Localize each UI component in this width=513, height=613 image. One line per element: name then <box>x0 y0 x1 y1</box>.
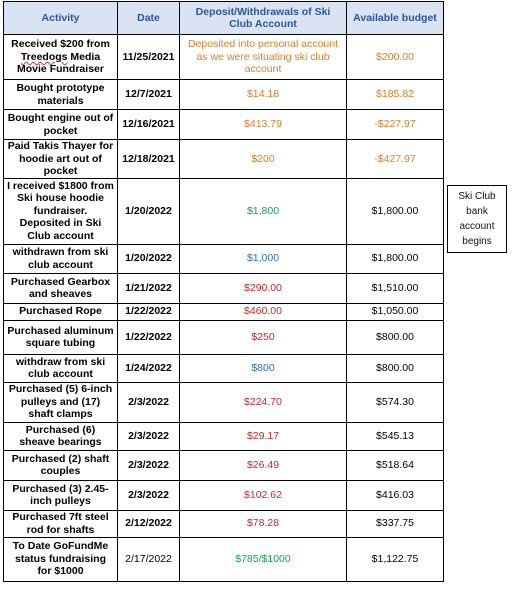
table-row <box>4 320 444 354</box>
table-row <box>4 537 444 581</box>
activity-cell: To Date GoFundMe status fundraising for $1000 <box>4 537 118 581</box>
table-row <box>4 273 444 303</box>
activity-cell: Purchased (3) 2.45-inch pulleys <box>4 480 118 510</box>
activity-cell: withdrawn from ski club account <box>4 244 118 273</box>
budget-cell: $337.75 <box>347 510 444 537</box>
deposit-cell: $413.79 <box>180 110 347 140</box>
budget-cell: $416.03 <box>347 480 444 510</box>
date-cell: 1/22/2022 <box>118 320 180 354</box>
deposit-cell: $1,800 <box>180 178 347 244</box>
activity-cell: Purchased 7ft steel rod for shafts <box>4 510 118 537</box>
date-cell: 2/3/2022 <box>118 450 180 480</box>
table-row <box>4 80 444 110</box>
budget-cell: $1,800.00 <box>347 244 444 273</box>
date-cell: 11/25/2021 <box>118 35 180 80</box>
budget-cell: $1,122.75 <box>347 537 444 581</box>
deposit-cell: $14.18 <box>180 80 347 110</box>
deposit-cell: $29.17 <box>180 422 347 450</box>
table-row <box>4 480 444 510</box>
budget-cell: $518.64 <box>347 450 444 480</box>
budget-cell: $1,510.00 <box>347 273 444 303</box>
header-date: Date <box>118 2 180 35</box>
table-row <box>4 35 444 80</box>
activity-cell: Paid Takis Thayer for hoodie art out of pocket <box>4 140 118 179</box>
budget-cell: $200.00 <box>347 35 444 80</box>
header-row <box>4 2 444 35</box>
side-note: Ski Club bank account begins <box>447 185 507 253</box>
budget-cell: -$227.97 <box>347 110 444 140</box>
activity-cell: Purchased Rope <box>4 303 118 320</box>
date-cell: 1/24/2022 <box>118 354 180 382</box>
table-row <box>4 510 444 537</box>
activity-cell: Purchased (5) 6-inch pulleys and (17) shaft clamps <box>4 382 118 422</box>
table-row <box>4 382 444 422</box>
header-budget: Available budget <box>347 2 444 35</box>
deposit-cell: $785/$1000 <box>180 537 347 581</box>
activity-cell: I received $1800 from Ski house hoodie fundraiser. Deposited in Ski Club account <box>4 178 118 244</box>
activity-cell: Purchased Gearbox and sheaves <box>4 273 118 303</box>
table-row <box>4 110 444 140</box>
budget-cell: $1,050.00 <box>347 303 444 320</box>
deposit-cell: Deposited into personal account as we were situating ski club account <box>180 35 347 80</box>
deposit-cell: $200 <box>180 140 347 179</box>
budget-cell: $574.30 <box>347 382 444 422</box>
activity-cell: Purchased aluminum square tubing <box>4 320 118 354</box>
table-row <box>4 450 444 480</box>
activity-cell: Bought engine out of pocket <box>4 110 118 140</box>
table-row <box>4 178 444 244</box>
budget-cell: -$427.97 <box>347 140 444 179</box>
deposit-cell: $224.70 <box>180 382 347 422</box>
budget-cell: $800.00 <box>347 354 444 382</box>
deposit-cell: $1,000 <box>180 244 347 273</box>
deposit-cell: $460.00 <box>180 303 347 320</box>
budget-cell: $185.82 <box>347 80 444 110</box>
deposit-cell: $26.49 <box>180 450 347 480</box>
table-row <box>4 140 444 179</box>
budget-cell: $800.00 <box>347 320 444 354</box>
activity-cell: Bought prototype materials <box>4 80 118 110</box>
table-row <box>4 303 444 320</box>
date-cell: 1/22/2022 <box>118 303 180 320</box>
deposit-cell: $78.28 <box>180 510 347 537</box>
date-cell: 12/7/2021 <box>118 80 180 110</box>
activity-cell: withdraw from ski club account <box>4 354 118 382</box>
table-row <box>4 244 444 273</box>
budget-cell: $545.13 <box>347 422 444 450</box>
budget-table <box>3 1 444 582</box>
date-cell: 2/3/2022 <box>118 422 180 450</box>
deposit-cell: $290.00 <box>180 273 347 303</box>
budget-cell: $1,800.00 <box>347 178 444 244</box>
deposit-cell: $800 <box>180 354 347 382</box>
deposit-cell: $102.62 <box>180 480 347 510</box>
activity-cell: Received $200 from Treedogs Media Movie Fundraiser <box>4 35 118 80</box>
date-cell: 1/20/2022 <box>118 178 180 244</box>
date-cell: 12/18/2021 <box>118 140 180 179</box>
date-cell: 1/21/2022 <box>118 273 180 303</box>
date-cell: 12/16/2021 <box>118 110 180 140</box>
activity-cell: Purchased (2) shaft couples <box>4 450 118 480</box>
date-cell: 2/3/2022 <box>118 480 180 510</box>
date-cell: 2/12/2022 <box>118 510 180 537</box>
header-activity: Activity <box>4 2 118 35</box>
activity-cell: Purchased (6) sheave bearings <box>4 422 118 450</box>
spellcheck-underline: Treedogs <box>20 50 68 63</box>
table-row <box>4 422 444 450</box>
date-cell: 2/3/2022 <box>118 382 180 422</box>
deposit-cell: $250 <box>180 320 347 354</box>
table-row <box>4 354 444 382</box>
date-cell: 2/17/2022 <box>118 537 180 581</box>
header-deposit: Deposit/Withdrawals of Ski Club Account <box>180 2 347 35</box>
date-cell: 1/20/2022 <box>118 244 180 273</box>
